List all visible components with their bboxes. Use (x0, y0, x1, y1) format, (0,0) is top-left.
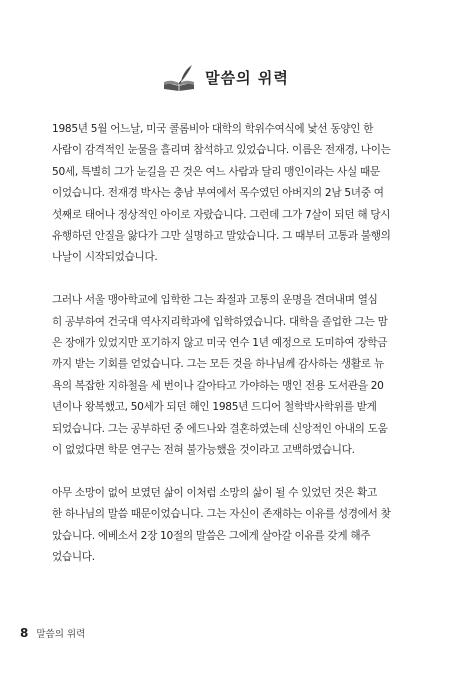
page-footer (20, 626, 85, 640)
paragraph-line: 욕의 복잡한 지하철을 세 번이나 갈아타고 가야하는 맹인 전용 도서관을 20 (52, 379, 384, 392)
page-number: 8 (20, 626, 29, 640)
paragraph-line: 은 장애가 있었지만 포기하지 않고 미국 연수 1년 예정으로 도미하여 장학금 (52, 337, 388, 350)
paragraph-3 (52, 483, 404, 569)
chapter-header (0, 62, 450, 92)
paragraph-2 (52, 290, 404, 461)
paragraph-line: 이 없었다면 학문 연구는 전혀 불가능했을 것이라고 고백하였습니다. (52, 444, 355, 457)
paragraph-line: 사람이 감격적인 눈물을 흘리며 참석하고 있었습니다. 이름은 전재경, 나이는 (52, 144, 391, 157)
paragraph-line: 나날이 시작되었습니다. (52, 251, 158, 264)
paragraph-line: 었습니다. (52, 551, 95, 564)
paragraph-line: 그러나 서울 맹아학교에 입학한 그는 좌절과 고통의 운명을 견뎌내며 열심 (52, 294, 378, 307)
body-text (52, 119, 404, 569)
paragraph-line: 이었습니다. 전재경 박사는 충남 부여에서 목수였던 아버지의 2남 5녀중 여 (52, 187, 384, 200)
paragraph-line: 섯째로 태어나 정상적인 아이로 자랐습니다. 그런데 그가 7살이 되던 해 당시 (52, 208, 391, 221)
paragraph-line: 까지 받는 기회를 얻었습니다. 그는 모든 것을 하나님께 감사하는 생활로 뉴 (52, 358, 384, 371)
paragraph-line: 1985년 5월 어느날, 미국 콜롬비아 대학의 학위수여식에 낯선 동양인 한 (52, 123, 374, 135)
paragraph-line: 아무 소망이 없어 보였던 삶이 이처럼 소망의 삶이 될 수 있었던 것은 확고 (52, 486, 377, 499)
paragraph-line: 되었습니다. 그는 공부하던 중 에드나와 결혼하였는데 신앙적인 아내의 도움 (52, 422, 388, 435)
paragraph-line: 년이나 왕복했고, 50세가 되던 해인 1985년 드디어 철학박사학위를 받게 (52, 401, 377, 414)
paragraph-line: 50세, 특별히 그가 눈길을 끈 것은 여느 사람과 달리 맹인이라는 사실 때문 (52, 165, 380, 178)
book-quill-icon (161, 62, 197, 92)
running-title: 말씀의 위력 (36, 629, 86, 640)
chapter-title: 말씀의 위력 (205, 68, 289, 87)
paragraph-line: 았습니다. 에베소서 2장 10절의 말씀은 그에게 살아갈 이유를 갖게 해주 (52, 529, 371, 542)
paragraph-line: 히 공부하여 건국대 역사지리학과에 입학하였습니다. 대학을 졸업한 그는 맘 (52, 315, 388, 328)
paragraph-1 (52, 119, 404, 269)
paragraph-line: 한 하나님의 말씀 때문이었습니다. 그는 자신이 존재하는 이유를 성경에서 찾 (52, 508, 391, 521)
paragraph-line: 유행하던 안질을 앓다가 그만 실명하고 말았습니다. 그 때부터 고통과 불행의 (52, 230, 391, 243)
